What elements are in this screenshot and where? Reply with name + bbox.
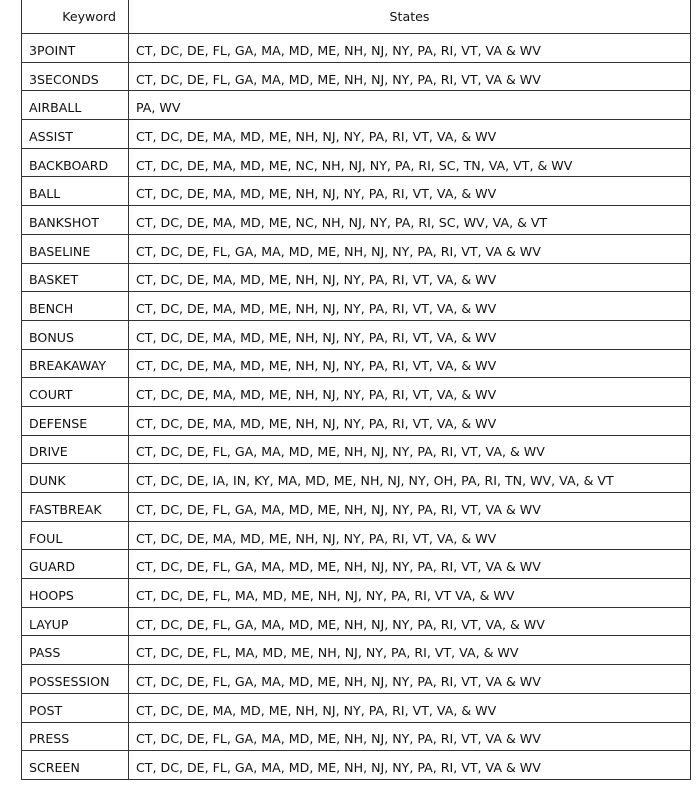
states-cell: CT, DC, DE, FL, GA, MA, MD, ME, NH, NJ, NY, PA, RI, VT, VA & WV <box>129 62 691 91</box>
keyword-cell: COURT <box>22 378 129 407</box>
keyword-cell: BONUS <box>22 320 129 349</box>
keyword-cell: SCREEN <box>22 751 129 780</box>
states-cell: CT, DC, DE, FL, GA, MA, MD, ME, NH, NJ, NY, PA, RI, VT, VA & WV <box>129 550 691 579</box>
table-row <box>22 34 691 63</box>
table-row <box>22 234 691 263</box>
table-row <box>22 292 691 321</box>
states-cell: CT, DC, DE, FL, GA, MA, MD, ME, NH, NJ, NY, PA, RI, VT, VA & WV <box>129 722 691 751</box>
table-row <box>22 550 691 579</box>
keyword-cell: FOUL <box>22 521 129 550</box>
table-row <box>22 406 691 435</box>
states-cell: CT, DC, DE, MA, MD, ME, NH, NJ, NY, PA, RI, VT, VA, & WV <box>129 349 691 378</box>
keyword-cell: HOOPS <box>22 579 129 608</box>
table-row <box>22 607 691 636</box>
table-row <box>22 349 691 378</box>
table-row <box>22 91 691 120</box>
keyword-cell: BASELINE <box>22 234 129 263</box>
keyword-cell: PASS <box>22 636 129 665</box>
table-row <box>22 378 691 407</box>
states-cell: CT, DC, DE, MA, MD, ME, NH, NJ, NY, PA, RI, VT, VA, & WV <box>129 263 691 292</box>
states-cell: CT, DC, DE, MA, MD, ME, NH, NJ, NY, PA, RI, VT, VA, & WV <box>129 320 691 349</box>
keyword-cell: 3POINT <box>22 34 129 63</box>
states-cell: CT, DC, DE, IA, IN, KY, MA, MD, ME, NH, NJ, NY, OH, PA, RI, TN, WV, VA, & VT <box>129 464 691 493</box>
table-row <box>22 521 691 550</box>
keyword-cell: GUARD <box>22 550 129 579</box>
table-row <box>22 493 691 522</box>
keyword-cell: FASTBREAK <box>22 493 129 522</box>
states-cell: CT, DC, DE, FL, GA, MA, MD, ME, NH, NJ, NY, PA, RI, VT, VA & WV <box>129 751 691 780</box>
keyword-cell: AIRBALL <box>22 91 129 120</box>
states-cell: CT, DC, DE, MA, MD, ME, NH, NJ, NY, PA, RI, VT, VA, & WV <box>129 693 691 722</box>
states-cell: CT, DC, DE, FL, GA, MA, MD, ME, NH, NJ, NY, PA, RI, VT, VA & WV <box>129 493 691 522</box>
states-cell: CT, DC, DE, FL, GA, MA, MD, ME, NH, NJ, NY, PA, RI, VT, VA, & WV <box>129 435 691 464</box>
keyword-cell: POSSESSION <box>22 665 129 694</box>
states-cell: CT, DC, DE, MA, MD, ME, NH, NJ, NY, PA, RI, VT, VA, & WV <box>129 521 691 550</box>
keyword-cell: ASSIST <box>22 120 129 149</box>
table-row <box>22 579 691 608</box>
keyword-cell: LAYUP <box>22 607 129 636</box>
table-row <box>22 435 691 464</box>
table-row <box>22 177 691 206</box>
table-row <box>22 320 691 349</box>
table-row <box>22 751 691 780</box>
keyword-cell: DUNK <box>22 464 129 493</box>
keyword-cell: BREAKAWAY <box>22 349 129 378</box>
states-cell: CT, DC, DE, MA, MD, ME, NH, NJ, NY, PA, RI, VT, VA, & WV <box>129 292 691 321</box>
table-row <box>22 263 691 292</box>
states-cell: CT, DC, DE, MA, MD, ME, NH, NJ, NY, PA, RI, VT, VA, & WV <box>129 120 691 149</box>
keyword-cell: BASKET <box>22 263 129 292</box>
states-cell: PA, WV <box>129 91 691 120</box>
table-row <box>22 464 691 493</box>
states-cell: CT, DC, DE, MA, MD, ME, NH, NJ, NY, PA, RI, VT, VA, & WV <box>129 177 691 206</box>
states-cell: CT, DC, DE, FL, GA, MA, MD, ME, NH, NJ, NY, PA, RI, VT, VA, & WV <box>129 607 691 636</box>
keyword-cell: DEFENSE <box>22 406 129 435</box>
states-cell: CT, DC, DE, MA, MD, ME, NC, NH, NJ, NY, PA, RI, SC, WV, VA, & VT <box>129 206 691 235</box>
states-cell: CT, DC, DE, FL, GA, MA, MD, ME, NH, NJ, NY, PA, RI, VT, VA & WV <box>129 665 691 694</box>
keyword-cell: 3SECONDS <box>22 62 129 91</box>
keyword-states-table <box>21 0 691 780</box>
states-column-header: States <box>129 0 691 34</box>
header-row <box>22 0 691 34</box>
table-row <box>22 62 691 91</box>
keyword-cell: PRESS <box>22 722 129 751</box>
table-row <box>22 206 691 235</box>
states-cell: CT, DC, DE, MA, MD, ME, NH, NJ, NY, PA, RI, VT, VA, & WV <box>129 378 691 407</box>
table-row <box>22 148 691 177</box>
table-row <box>22 120 691 149</box>
table-row <box>22 693 691 722</box>
keyword-cell: POST <box>22 693 129 722</box>
states-cell: CT, DC, DE, MA, MD, ME, NH, NJ, NY, PA, RI, VT, VA, & WV <box>129 406 691 435</box>
states-cell: CT, DC, DE, FL, MA, MD, ME, NH, NJ, NY, PA, RI, VT, VA, & WV <box>129 636 691 665</box>
keyword-cell: BACKBOARD <box>22 148 129 177</box>
states-cell: CT, DC, DE, FL, GA, MA, MD, ME, NH, NJ, NY, PA, RI, VT, VA & WV <box>129 34 691 63</box>
table-row <box>22 636 691 665</box>
keyword-cell: BENCH <box>22 292 129 321</box>
table-row <box>22 665 691 694</box>
keyword-column-header: Keyword <box>22 0 129 34</box>
states-cell: CT, DC, DE, FL, GA, MA, MD, ME, NH, NJ, NY, PA, RI, VT, VA & WV <box>129 234 691 263</box>
keyword-cell: BALL <box>22 177 129 206</box>
keyword-cell: BANKSHOT <box>22 206 129 235</box>
states-cell: CT, DC, DE, FL, MA, MD, ME, NH, NJ, NY, PA, RI, VT VA, & WV <box>129 579 691 608</box>
keyword-cell: DRIVE <box>22 435 129 464</box>
table-row <box>22 722 691 751</box>
states-cell: CT, DC, DE, MA, MD, ME, NC, NH, NJ, NY, PA, RI, SC, TN, VA, VT, & WV <box>129 148 691 177</box>
